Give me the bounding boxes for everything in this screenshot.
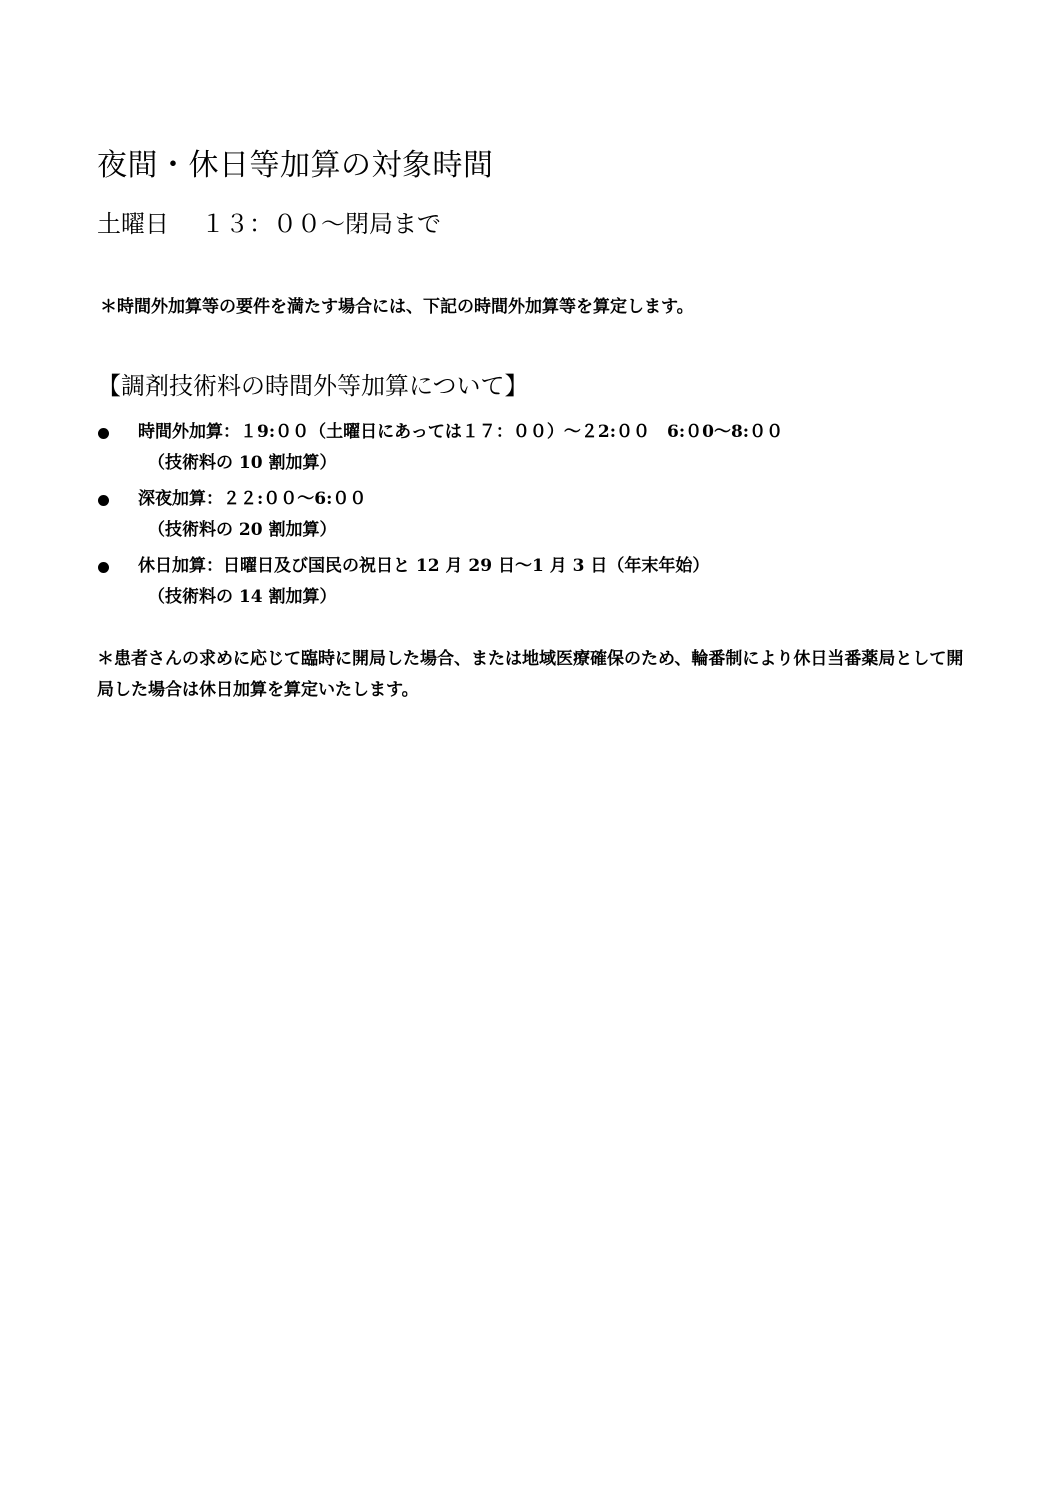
note-requirements: ＊時間外加算等の要件を満たす場合には、下記の時間外加算等を算定します。 — [100, 297, 694, 317]
list-item-overtime — [97, 420, 977, 476]
bullet-icon — [98, 428, 109, 439]
list-item-text: 時間外加算：１9:００（土曜日にあっては１７：００）〜２2:００ 6:０0〜8:００ — [138, 422, 784, 442]
list-item-subtext: （技術料の 20 割加算） — [148, 520, 337, 540]
list-item-text: 深夜加算：２２:００〜6:００ — [138, 489, 367, 509]
list-item-text: 休日加算：日曜日及び国民の祝日と 12 月 29 日〜1 月 3 日（年末年始） — [138, 556, 710, 576]
list-item-holiday — [97, 554, 977, 610]
bullet-icon — [98, 562, 109, 573]
surcharge-list — [97, 420, 977, 621]
page-title: 夜間・休日等加算の対象時間 — [97, 148, 494, 183]
hours-day: 土曜日 — [97, 210, 169, 238]
hours-time: １３：００〜閉局まで — [201, 210, 441, 238]
list-item-subtext: （技術料の 10 割加算） — [148, 453, 337, 473]
saturday-hours — [97, 204, 441, 239]
section-heading: 【調剤技術料の時間外等加算について】 — [97, 372, 529, 400]
note-holiday-duty: ＊患者さんの求めに応じて臨時に開局した場合、または地域医療確保のため、輪番制により休日当番薬局として開局した場合は休日加算を算定いたします。 — [97, 649, 964, 700]
bullet-icon — [98, 495, 109, 506]
list-item-latenight — [97, 487, 977, 543]
list-item-subtext: （技術料の 14 割加算） — [148, 587, 337, 607]
